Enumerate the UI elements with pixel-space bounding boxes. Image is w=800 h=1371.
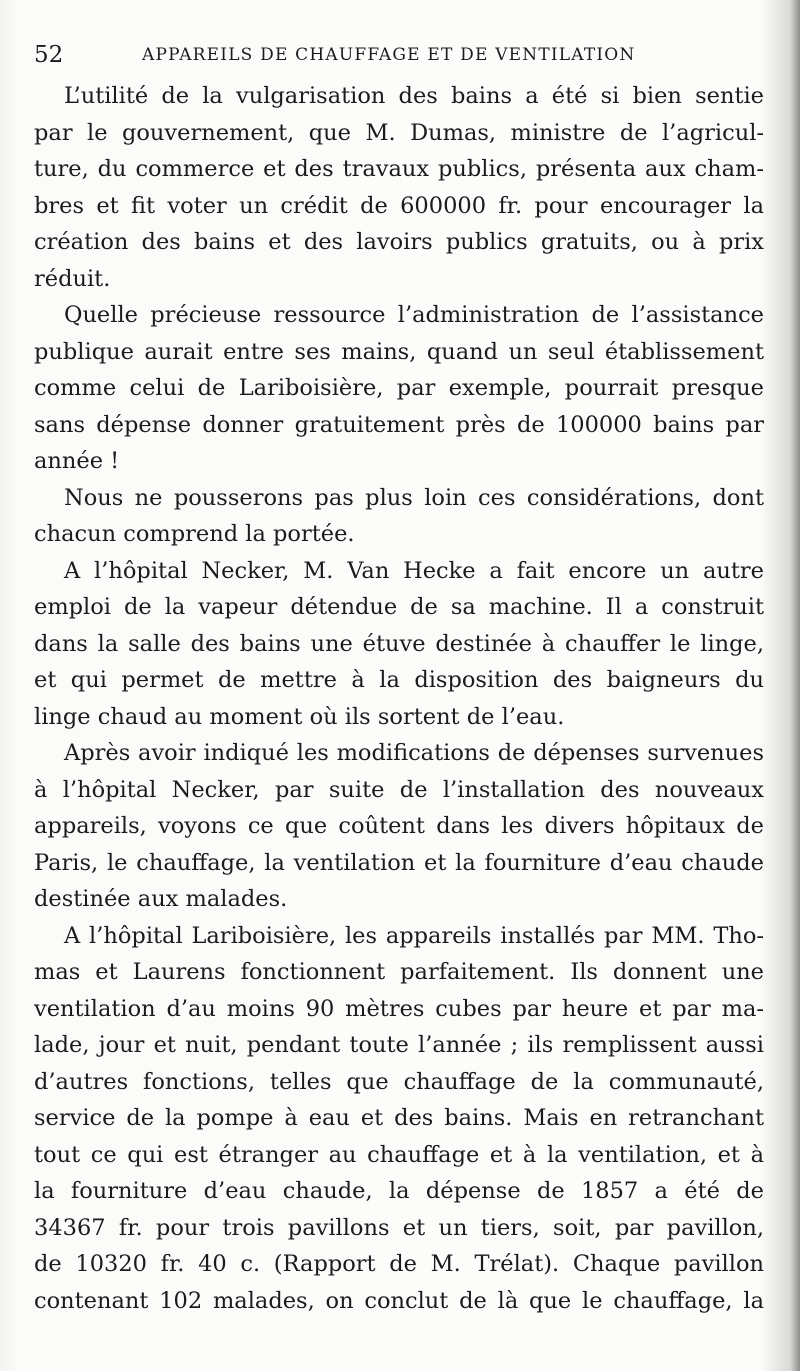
page-number: 52 [34,42,64,68]
text-line: à l’hôpital Necker, par suite de l’installation des nouveaux [34,776,764,803]
paragraph [34,918,764,1320]
paragraph [34,78,764,297]
text-line: création des bains et des lavoirs publics gratuits, ou à prix [34,229,764,255]
text-line: tout ce qui est étranger au chauffage et à la ventilation, et à [34,1141,764,1168]
text-line: Nous ne pousserons pas plus loin ces considérations, dont [64,484,764,511]
text-line: Après avoir indiqué les modifications de dépenses survenues [64,740,764,766]
paragraph [34,553,764,736]
text-line: Quelle précieuse ressource l’administration de l’assistance [64,302,764,328]
text-line: chacun comprend la portée. [34,521,355,547]
text-line: d’autres fonctions, telles que chauffage de la communauté, [34,1068,764,1095]
text-line: linge chaud au moment où ils sortent de l’eau. [34,703,565,730]
text-line: mas et Laurens fonctionnent parfaitement. Ils donnent une [34,959,764,985]
text-line: lade, jour et nuit, pendant toute l’année ; ils remplissent aussi [34,1032,764,1058]
text-line: publique aurait entre ses mains, quand un seul établissement [34,338,764,365]
text-line: par le gouvernement, que M. Dumas, ministre de l’agricul- [34,119,764,146]
text-line: dans la salle des bains une étuve destinée à chauffer le linge, [34,630,764,657]
text-line: ventilation d’au moins 90 mètres cubes par heure et par ma- [34,995,764,1022]
text-line: contenant 102 malades, on conclut de là que le chauffage, la [34,1287,764,1314]
text-line: 34367 fr. pour trois pavillons et un tiers, soit, par pavillon, [34,1214,764,1241]
running-head: APPAREILS DE CHAUFFAGE ET DE VENTILATION [142,45,636,65]
page-header [34,38,764,78]
text-line: ture, du commerce et des travaux publics, présenta aux cham- [34,156,764,182]
text-line: destinée aux malades. [34,886,288,912]
text-line: de 10320 fr. 40 c. (Rapport de M. Trélat). Chaque pavillon [34,1251,764,1277]
text-line: la fourniture d’eau chaude, la dépense de 1857 a été de [34,1178,764,1204]
paragraph [34,480,764,553]
text-line: appareils, voyons ce que coûtent dans les divers hôpitaux de [34,813,764,839]
paragraph [34,297,764,480]
text-line: année ! [34,448,120,474]
text-line: L’utilité de la vulgarisation des bains a été si bien sentie [64,83,764,109]
body-text [34,78,764,1319]
text-line: et qui permet de mettre à la disposition des baigneurs du [34,667,764,693]
text-line: A l’hôpital Necker, M. Van Hecke a fait encore un autre [64,557,764,584]
text-line: service de la pompe à eau et des bains. Mais en retranchant [34,1105,764,1131]
paragraph [34,735,764,918]
text-line: bres et fit voter un crédit de 600000 fr. pour encourager la [34,192,764,219]
text-line: Paris, le chauffage, la ventilation et la fourniture d’eau chaude [34,849,764,876]
text-line: réduit. [34,265,111,292]
text-line: sans dépense donner gratuitement près de 100000 bains par [34,411,764,438]
text-line: A l’hôpital Lariboisière, les appareils installés par MM. Tho- [64,922,764,949]
text-line: comme celui de Lariboisière, par exemple, pourrait presque [34,375,764,401]
text-line: emploi de la vapeur détendue de sa machine. Il a construit [34,594,764,620]
